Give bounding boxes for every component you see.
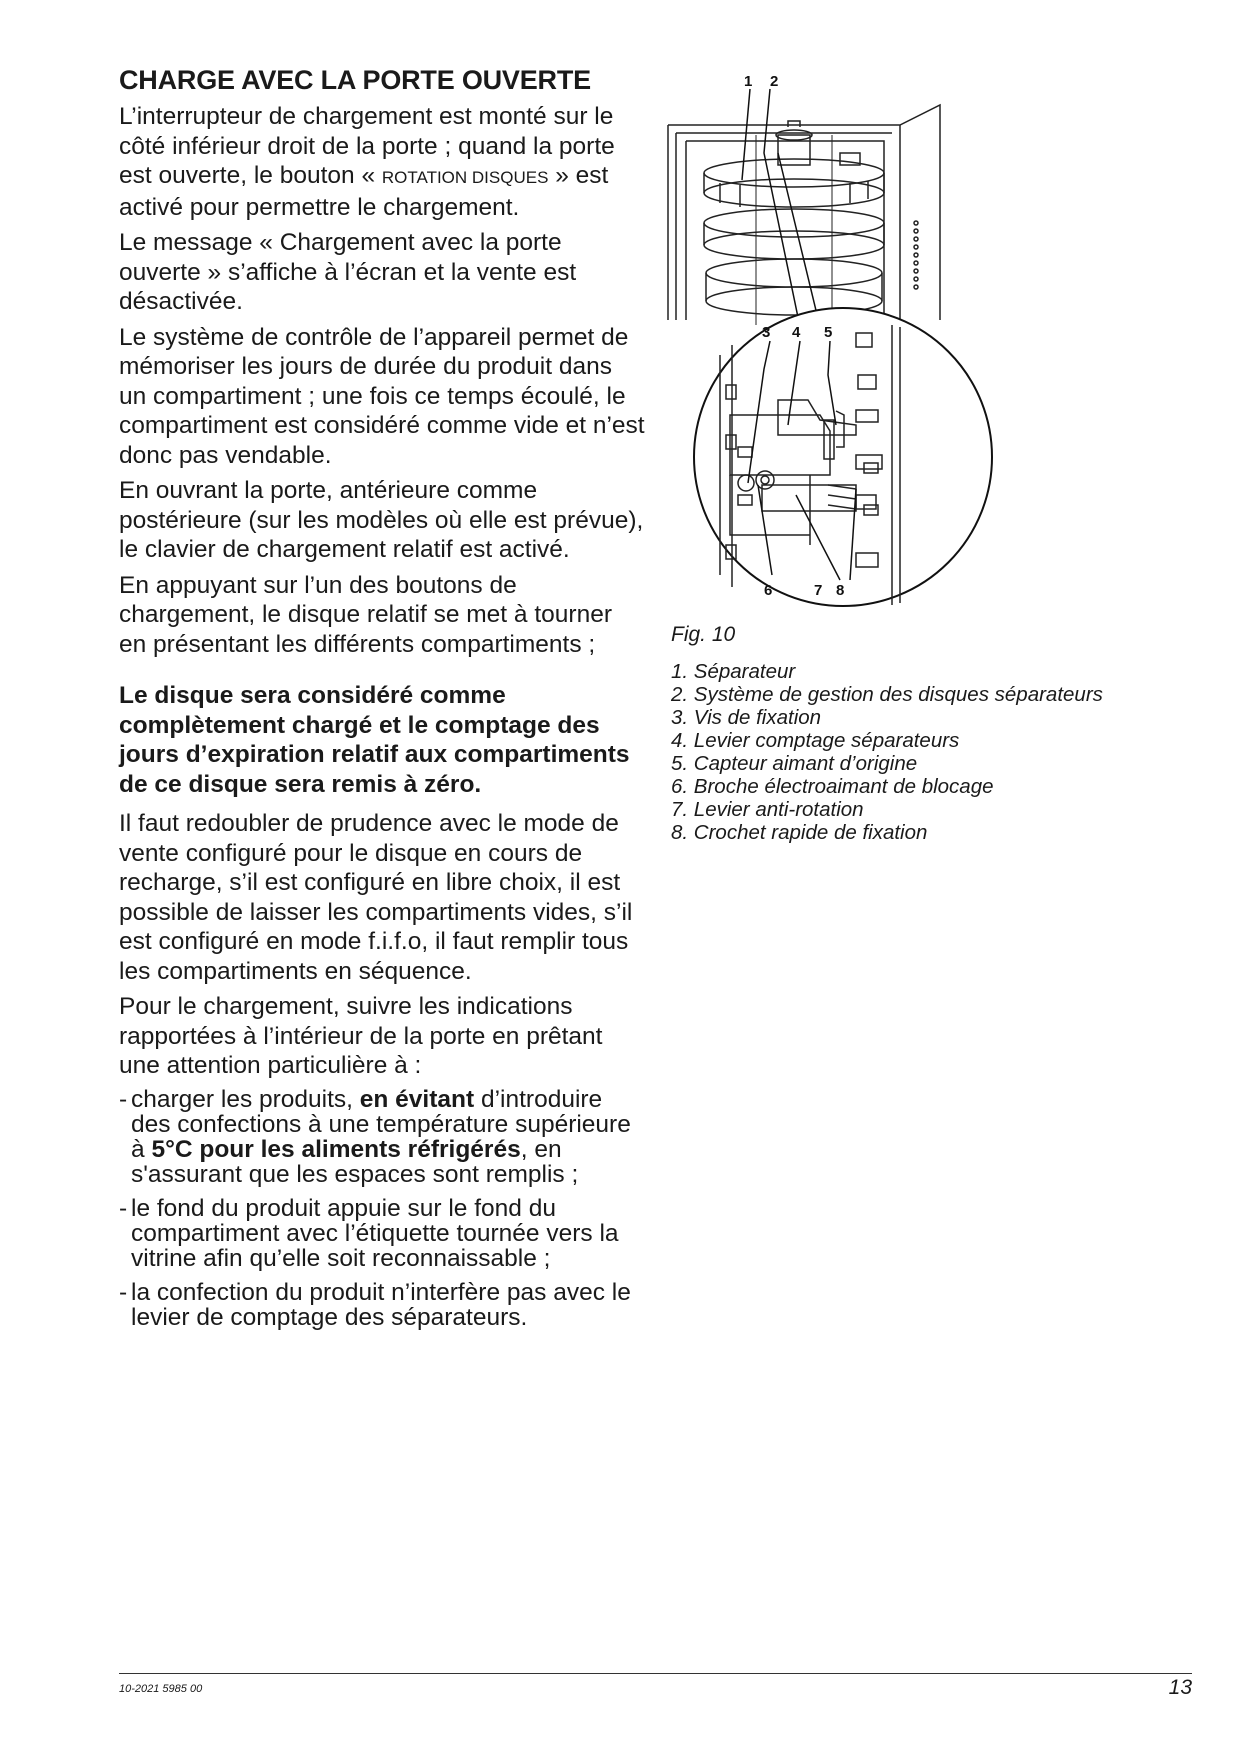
paragraph-display-message: Le message « Chargement avec la porte ouverte » s’affiche à l’écran et la vente est désactivée. (119, 229, 577, 315)
callout-3: 3 (762, 324, 771, 341)
paragraph-door-opening: En ouvrant la porte, antérieure comme postérieure (sur les modèles où elle est prévue), le clavier de chargement relatif est activé. (119, 477, 644, 563)
callout-1: 1 (744, 75, 753, 90)
legend-item: 6. Broche électroaimant de blocage (671, 775, 994, 798)
rotation-button-label: ROTATION DISQUES (381, 168, 549, 187)
figure-caption: Fig. 10 (671, 623, 736, 646)
legend-item: 8. Crochet rapide de fixation (671, 821, 928, 844)
paragraph-loading-switch: L’interrupteur de chargement est monté sur le côté inférieur droit de la porte ; quand la porte est ouverte, le bouton « ROTATION DISQUES » est activé pour permettre le chargement. (119, 103, 615, 221)
legend-item: 5. Capteur aimant d’origine (671, 752, 918, 775)
paragraph-sale-mode: Il faut redoubler de prudence avec le mode de vente configuré pour le disque en cours de recharge, s’il est configuré en libre choix, il est possible de laisser les compartiments vides, s’il est configuré en mode f.i.f.o, il faut remplir tous les compartiments en séquence. (119, 810, 633, 985)
callout-8: 8 (836, 582, 845, 599)
callout-6: 6 (764, 582, 773, 599)
legend-item: 7. Levier anti-rotation (671, 798, 864, 821)
list-item: - la confection du produit n’interfère pas avec le levier de comptage des séparateurs. (119, 1278, 631, 1331)
footer-divider (119, 1673, 1192, 1674)
callout-7: 7 (814, 582, 823, 599)
paragraph-loading-instructions: Pour le chargement, suivre les indications rapportées à l’intérieur de la porte en prêtant une attention particulière à : (119, 993, 603, 1079)
callout-2: 2 (770, 75, 779, 90)
legend-item: 3. Vis de fixation (671, 706, 822, 729)
section-title: CHARGE AVEC LA PORTE OUVERTE (119, 65, 591, 95)
figure-legend (671, 660, 1191, 844)
callout-4: 4 (792, 324, 801, 341)
list-item: - le fond du produit appuie sur le fond du compartiment avec l’étiquette tournée vers la vitrine afin qu’elle soit reconnaissable ; (119, 1194, 619, 1272)
main-text-column (119, 64, 645, 1339)
list-item: - charger les produits, en évitant d’introduire des confections à une température supérieure à 5°C pour les aliments réfrigérés, en s'assurant que les espaces sont remplis ; (119, 1085, 631, 1188)
document-code: 10-2021 5985 00 (119, 1683, 203, 1695)
paragraph-control-system: Le système de contrôle de l’appareil permet de mémoriser les jours de durée du produit dans un compartiment ; une fois ce temps écoulé, le compartiment est considéré comme vide et n’est donc pas vendable. (119, 323, 645, 469)
bold-note: Le disque sera considéré comme complètement chargé et le comptage des jours d’expiration relatif aux compartiments de ce disque sera remis à zéro. (119, 682, 630, 798)
legend-item: 1. Séparateur (671, 660, 796, 683)
cabinet-drawing (668, 105, 940, 325)
detail-magnifier (694, 308, 992, 606)
legend-item: 2. Système de gestion des disques séparateurs (671, 683, 1103, 706)
callout-5: 5 (824, 324, 833, 341)
figure-illustration (660, 75, 1080, 615)
page-number: 13 (1168, 1676, 1192, 1699)
paragraph-loading-buttons: En appuyant sur l’un des boutons de chargement, le disque relatif se met à tourner en présentant les différents compartiments ; (119, 571, 612, 658)
legend-item: 4. Levier comptage séparateurs (671, 729, 960, 752)
